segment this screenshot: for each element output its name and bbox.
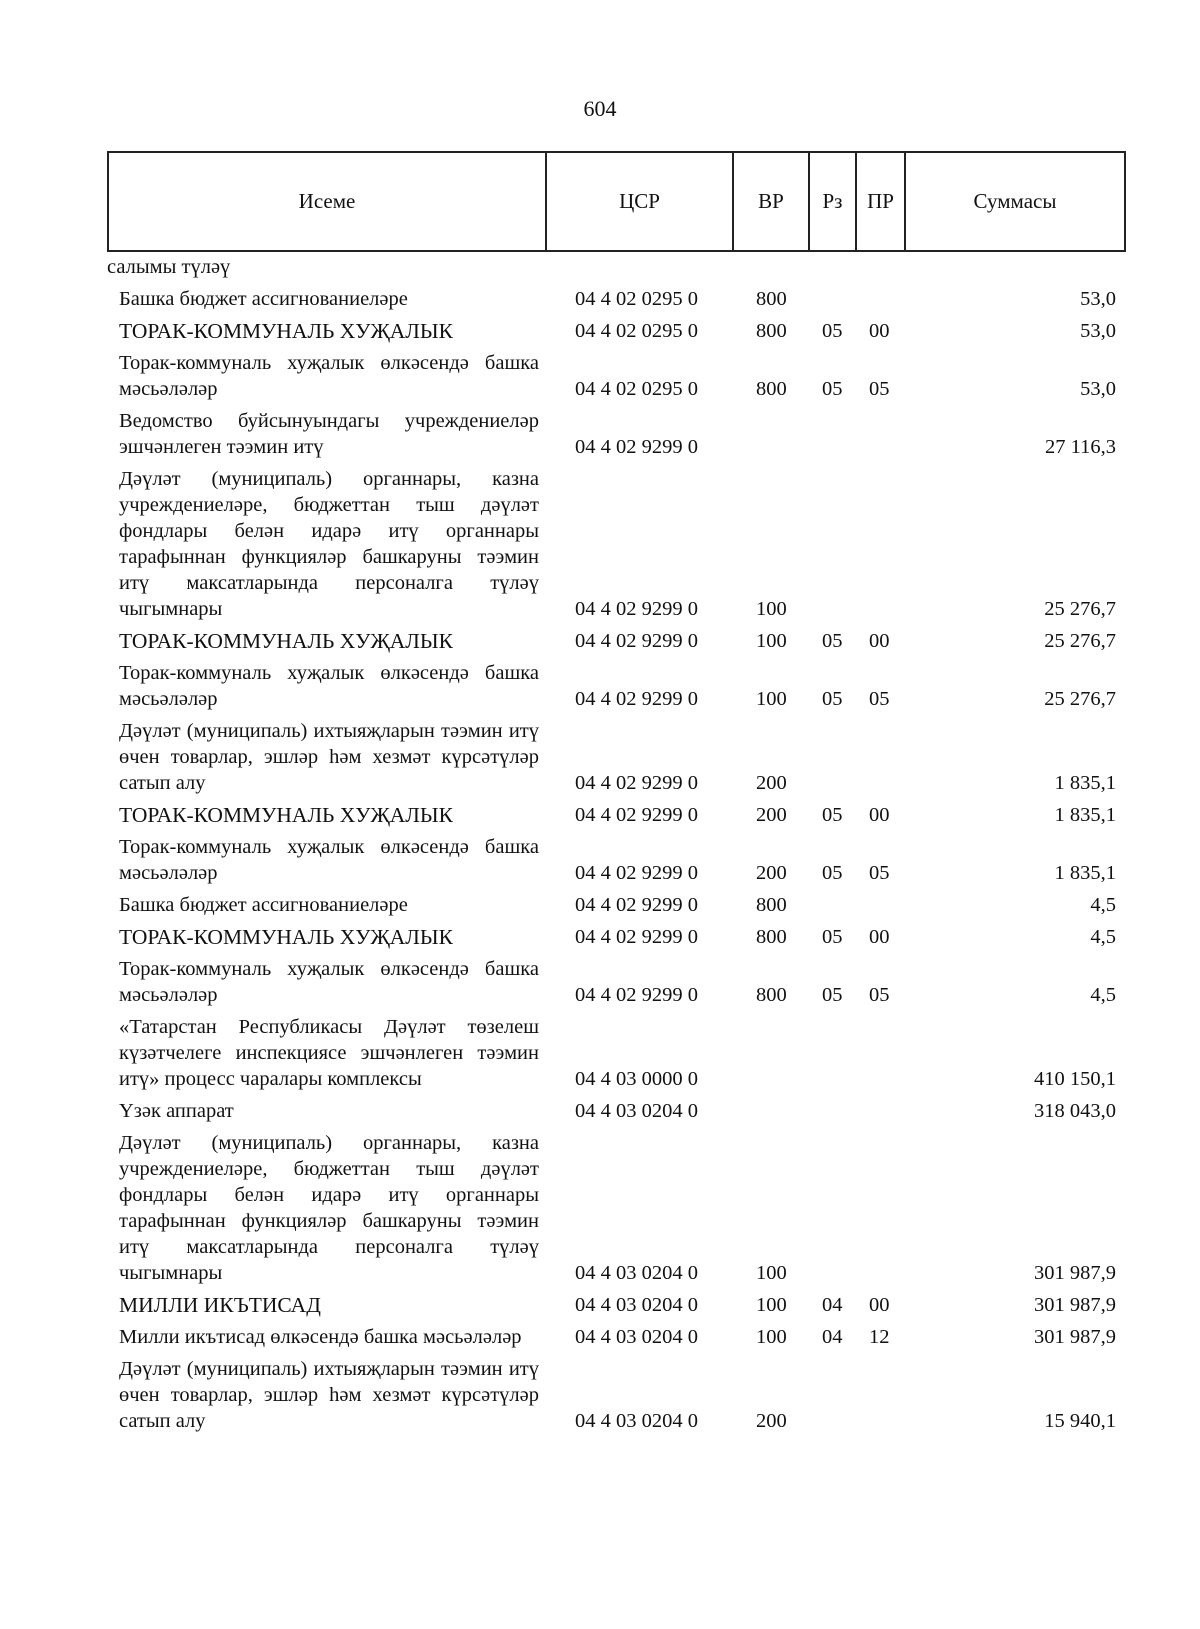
cell-name: Дәүләт (муниципаль) органнары, казна учреждениеләре, бюджеттан тыш дәүләт фондлары белән идарә итү органнары тарафыннан функцияләр башкаруны тәэмин итү максатларында персоналга түләү чыгымнары: [119, 1132, 539, 1284]
cell-pr: 12: [869, 1326, 890, 1348]
cell-pr: 05: [869, 688, 890, 710]
cell-vr: 200: [756, 804, 787, 826]
cell-name: ТОРАК-КОММУНАЛЬ ХУҖАЛЫК: [119, 319, 453, 343]
table-row: [107, 1127, 1124, 1289]
cell-csr: 04 4 02 9299 0: [575, 598, 698, 620]
table-row: [107, 1353, 1124, 1437]
cell-vr: 200: [756, 862, 787, 884]
cell-rz: [808, 1095, 855, 1127]
cell-rz: 05: [822, 804, 843, 826]
cell-csr: 04 4 02 9299 0: [575, 984, 698, 1006]
header-pr: ПР: [856, 152, 905, 251]
cell-sum: 301 987,9: [1034, 1262, 1116, 1284]
table-row: [107, 1321, 1124, 1353]
cell-name: Торак-коммуналь хуҗалык өлкәсендә башка мәсьәләләр: [119, 662, 539, 710]
cell-name: Дәүләт (муниципаль) ихтыяҗларын тәэмин итү өчен товарлар, эшләр һәм хезмәт күрсәтүләр сатып алу: [119, 1358, 539, 1432]
cell-vr: 100: [756, 598, 787, 620]
cell-vr: 100: [756, 1326, 787, 1348]
cell-vr: 800: [756, 984, 787, 1006]
cell-name: Торак-коммуналь хуҗалык өлкәсендә башка мәсьәләләр: [119, 836, 539, 884]
cell-vr: [732, 405, 808, 463]
cell-csr: 04 4 02 0295 0: [575, 288, 698, 310]
cell-pr: [855, 283, 904, 315]
cell-sum: 25 276,7: [1044, 630, 1116, 652]
header-csr: ЦСР: [546, 152, 733, 251]
cell-name: салымы түләү: [107, 256, 231, 278]
cell-csr: 04 4 03 0000 0: [575, 1068, 698, 1090]
cell-vr: 100: [756, 1294, 787, 1316]
cell-rz: 04: [822, 1294, 843, 1316]
cell-vr: 800: [756, 378, 787, 400]
table-row: [107, 254, 1124, 283]
cell-rz: [808, 715, 855, 799]
cell-pr: [855, 889, 904, 921]
cell-pr: 00: [869, 320, 890, 342]
cell-pr: [855, 715, 904, 799]
cell-rz: [808, 1353, 855, 1437]
cell-pr: [855, 463, 904, 625]
cell-vr: 100: [756, 630, 787, 652]
cell-csr: 04 4 03 0204 0: [575, 1326, 698, 1348]
cell-csr: 04 4 02 9299 0: [575, 772, 698, 794]
cell-rz: 05: [822, 984, 843, 1006]
page-number: 604: [583, 96, 617, 121]
cell-sum: 301 987,9: [1034, 1294, 1116, 1316]
cell-csr: 04 4 03 0204 0: [575, 1410, 698, 1432]
cell-rz: 05: [822, 926, 843, 948]
cell-csr: [545, 254, 732, 283]
cell-csr: 04 4 02 9299 0: [575, 688, 698, 710]
cell-rz: 05: [822, 320, 843, 342]
cell-pr: 00: [869, 1294, 890, 1316]
table-row: [107, 831, 1124, 889]
cell-csr: 04 4 03 0204 0: [575, 1262, 698, 1284]
cell-sum: 53,0: [1080, 378, 1116, 400]
cell-rz: [808, 283, 855, 315]
cell-vr: [732, 1011, 808, 1095]
cell-sum: 27 116,3: [1045, 436, 1116, 458]
cell-vr: 100: [756, 688, 787, 710]
cell-name: Ведомство буйсынуындагы учреждениеләр эшчәнлеген тәэмин итү: [119, 410, 539, 458]
cell-rz: [808, 1011, 855, 1095]
cell-sum: 301 987,9: [1034, 1326, 1116, 1348]
cell-csr: 04 4 02 9299 0: [575, 862, 698, 884]
cell-csr: 04 4 03 0204 0: [575, 1294, 698, 1316]
cell-name: МИЛЛИ ИКЪТИСАД: [119, 1293, 321, 1317]
cell-vr: 800: [756, 894, 787, 916]
cell-name: Торак-коммуналь хуҗалык өлкәсендә башка мәсьәләләр: [119, 352, 539, 400]
cell-name: Дәүләт (муниципаль) ихтыяҗларын тәэмин итү өчен товарлар, эшләр һәм хезмәт күрсәтүләр сатып алу: [119, 720, 539, 794]
cell-sum: 4,5: [1090, 984, 1116, 1006]
cell-vr: 100: [756, 1262, 787, 1284]
cell-sum: 4,5: [1090, 926, 1116, 948]
cell-name: Милли икътисад өлкәсендә башка мәсьәләләр: [119, 1326, 522, 1348]
cell-vr: 800: [756, 926, 787, 948]
cell-csr: 04 4 02 0295 0: [575, 378, 698, 400]
cell-pr: [855, 405, 904, 463]
cell-pr: [855, 1127, 904, 1289]
cell-name: ТОРАК-КОММУНАЛЬ ХУҖАЛЫК: [119, 803, 453, 827]
cell-pr: [855, 1095, 904, 1127]
cell-sum: 410 150,1: [1034, 1068, 1116, 1090]
cell-sum: 25 276,7: [1044, 688, 1116, 710]
cell-rz: 05: [822, 862, 843, 884]
cell-rz: [808, 405, 855, 463]
cell-sum: 1 835,1: [1054, 772, 1116, 794]
cell-sum: 4,5: [1090, 894, 1116, 916]
table-row: [107, 921, 1124, 953]
cell-vr: 800: [756, 320, 787, 342]
cell-pr: [855, 254, 904, 283]
table-row: [107, 315, 1124, 347]
cell-pr: 00: [869, 630, 890, 652]
header-name: Исеме: [108, 152, 546, 251]
cell-pr: [855, 1353, 904, 1437]
table-row: [107, 405, 1124, 463]
cell-sum: 318 043,0: [1034, 1100, 1116, 1122]
cell-rz: 05: [822, 378, 843, 400]
table-row: [107, 1289, 1124, 1321]
table-row: [107, 625, 1124, 657]
cell-csr: 04 4 02 9299 0: [575, 436, 698, 458]
cell-csr: 04 4 02 0295 0: [575, 320, 698, 342]
cell-vr: 200: [756, 1410, 787, 1432]
table-header: [107, 151, 1126, 252]
table-row: [107, 657, 1124, 715]
cell-csr: 04 4 02 9299 0: [575, 894, 698, 916]
table-row: [107, 715, 1124, 799]
cell-csr: 04 4 02 9299 0: [575, 804, 698, 826]
cell-sum: 25 276,7: [1044, 598, 1116, 620]
cell-rz: 04: [822, 1326, 843, 1348]
cell-pr: [855, 1011, 904, 1095]
header-sum: Суммасы: [905, 152, 1125, 251]
cell-pr: 00: [869, 804, 890, 826]
cell-sum: 53,0: [1080, 320, 1116, 342]
cell-rz: [808, 1127, 855, 1289]
cell-csr: 04 4 02 9299 0: [575, 926, 698, 948]
cell-rz: 05: [822, 630, 843, 652]
cell-name: Дәүләт (муниципаль) органнары, казна учреждениеләре, бюджеттан тыш дәүләт фондлары белән идарә итү органнары тарафыннан функцияләр башкаруны тәэмин итү максатларында персоналга түләү чыгымнары: [119, 468, 539, 620]
table-row: [107, 463, 1124, 625]
cell-name: Башка бюджет ассигнованиеләре: [119, 288, 408, 310]
cell-sum: 1 835,1: [1054, 804, 1116, 826]
table-row: [107, 283, 1124, 315]
table-row: [107, 347, 1124, 405]
cell-pr: 05: [869, 862, 890, 884]
cell-name: ТОРАК-КОММУНАЛЬ ХУҖАЛЫК: [119, 629, 453, 653]
cell-pr: 00: [869, 926, 890, 948]
cell-vr: 800: [756, 288, 787, 310]
header-rz: Рз: [809, 152, 856, 251]
table-row: [107, 1011, 1124, 1095]
cell-vr: 200: [756, 772, 787, 794]
cell-name: Торак-коммуналь хуҗалык өлкәсендә башка мәсьәләләр: [119, 958, 539, 1006]
table-row: [107, 799, 1124, 831]
cell-sum: 15 940,1: [1044, 1410, 1116, 1432]
cell-csr: 04 4 02 9299 0: [575, 630, 698, 652]
cell-pr: 05: [869, 378, 890, 400]
cell-sum: [904, 254, 1124, 283]
cell-sum: 1 835,1: [1054, 862, 1116, 884]
cell-rz: [808, 889, 855, 921]
header-vr: ВР: [733, 152, 809, 251]
cell-sum: 53,0: [1080, 288, 1116, 310]
cell-name: «Татарстан Республикасы Дәүләт төзелеш күзәтчелеге инспекциясе эшчәнлеген тәэмин итү» процесс чаралары комплексы: [119, 1016, 539, 1090]
cell-name: ТОРАК-КОММУНАЛЬ ХУҖАЛЫК: [119, 925, 453, 949]
cell-csr: 04 4 03 0204 0: [575, 1100, 698, 1122]
budget-table-body: [107, 254, 1124, 1437]
cell-name: Үзәк аппарат: [119, 1100, 234, 1122]
cell-rz: 05: [822, 688, 843, 710]
table-row: [107, 889, 1124, 921]
cell-pr: 05: [869, 984, 890, 1006]
cell-rz: [808, 463, 855, 625]
table-row: [107, 953, 1124, 1011]
cell-rz: [808, 254, 855, 283]
cell-vr: [732, 1095, 808, 1127]
cell-vr: [732, 254, 808, 283]
cell-name: Башка бюджет ассигнованиеләре: [119, 894, 408, 916]
table-row: [107, 1095, 1124, 1127]
